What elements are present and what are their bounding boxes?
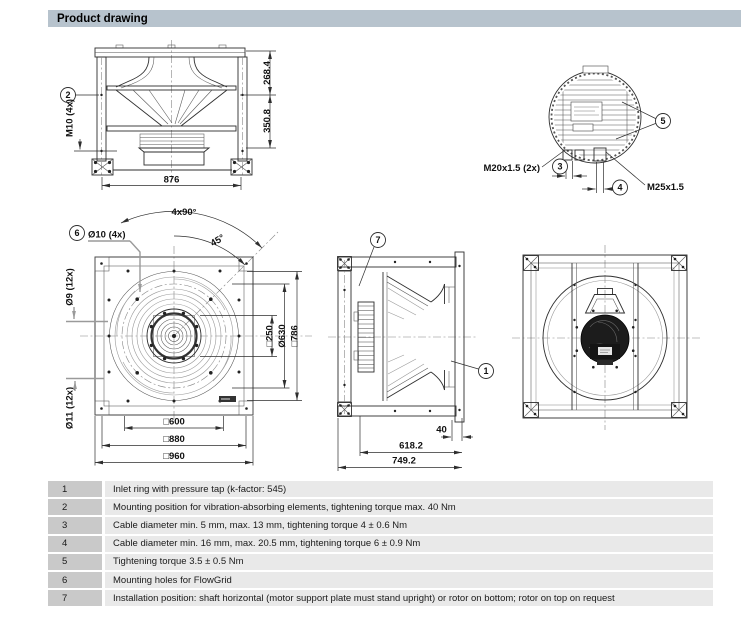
note-row xyxy=(48,536,713,552)
callout-torque xyxy=(656,114,671,129)
svg-text:2: 2 xyxy=(65,90,71,100)
dims-side-section xyxy=(338,416,473,471)
note-number: 7 xyxy=(48,590,102,606)
hole-label-d11: Ø11 (12x) xyxy=(64,386,76,430)
gland-label-m25: M25x1.5 xyxy=(647,182,684,193)
dim-sq600: □600 xyxy=(163,416,185,428)
note-row xyxy=(48,590,713,606)
note-row xyxy=(48,572,713,588)
angle-offset-label: 45° xyxy=(208,232,227,250)
dim-housing: 618.2 xyxy=(399,440,423,452)
callout-flowgrid xyxy=(70,226,85,241)
note-number: 1 xyxy=(48,481,102,497)
svg-text:3: 3 xyxy=(557,161,563,172)
svg-text:1: 1 xyxy=(483,366,489,376)
note-number: 2 xyxy=(48,499,102,515)
note-row xyxy=(48,517,713,533)
note-text: Installation position: shaft horizontal (motor support plate must stand upright) or rotor on bottom; rotor on top on request xyxy=(105,590,713,606)
dim-height-lower: 350.8 xyxy=(262,109,273,133)
dim-width: 876 xyxy=(163,174,180,186)
svg-text:7: 7 xyxy=(375,235,381,245)
view-side-section xyxy=(328,233,494,423)
motor-rear xyxy=(581,315,629,365)
note-row xyxy=(48,481,713,497)
motor-nameplate xyxy=(571,102,602,121)
view-side-front xyxy=(92,40,252,180)
callout-cable-large xyxy=(613,180,628,195)
dim-sq250: □250 xyxy=(264,325,276,347)
notes-table xyxy=(48,481,713,608)
dim-height-upper: 268.4 xyxy=(262,61,273,85)
view-rear xyxy=(512,245,700,430)
hole-label-d10: Ø10 (4x) xyxy=(88,229,126,241)
svg-text:5: 5 xyxy=(660,116,666,126)
callout-cable-small xyxy=(553,159,568,174)
note-text: Tightening torque 3.5 ± 0.5 Nm xyxy=(105,554,713,570)
dim-sq880: □880 xyxy=(163,434,185,445)
note-number: 5 xyxy=(48,554,102,570)
note-number: 6 xyxy=(48,572,102,588)
note-text: Cable diameter min. 16 mm, max. 20.5 mm, tightening torque 6 ± 0.9 Nm xyxy=(105,536,713,552)
note-row xyxy=(48,499,713,515)
note-text: Mounting position for vibration-absorbing elements, tightening torque max. 40 Nm xyxy=(105,499,713,515)
callout-inlet xyxy=(479,364,494,379)
callout-install xyxy=(371,233,386,248)
bracket-bottom-left xyxy=(338,403,352,417)
bracket-top-left xyxy=(338,257,352,271)
dim-inlet: 40 xyxy=(436,424,447,436)
svg-text:6: 6 xyxy=(74,228,80,238)
dims-side-front xyxy=(61,51,277,190)
page-title: Product drawing xyxy=(57,12,148,25)
gland-label-m20: M20x1.5 (2x) xyxy=(483,163,540,174)
note-number: 3 xyxy=(48,517,102,533)
note-row xyxy=(48,554,713,570)
view-motor-detail xyxy=(549,66,641,163)
note-text: Inlet ring with pressure tap (k-factor: 545) xyxy=(105,481,713,497)
dim-total: 749.2 xyxy=(392,455,416,467)
svg-text:4: 4 xyxy=(617,182,623,193)
dim-sq960: □960 xyxy=(163,451,185,462)
note-number: 4 xyxy=(48,536,102,552)
hole-label-d9: Ø9 (12x) xyxy=(64,268,76,306)
bolt-size-label: M10 (4x) xyxy=(64,98,76,138)
dim-d630: Ø630 xyxy=(277,324,288,348)
note-text: Mounting holes for FlowGrid xyxy=(105,572,713,588)
angle-pattern-label: 4x90° xyxy=(171,207,197,218)
dim-sq786: □786 xyxy=(289,325,301,347)
note-text: Cable diameter min. 5 mm, max. 13 mm, tightening torque 4 ± 0.6 Nm xyxy=(105,517,713,533)
